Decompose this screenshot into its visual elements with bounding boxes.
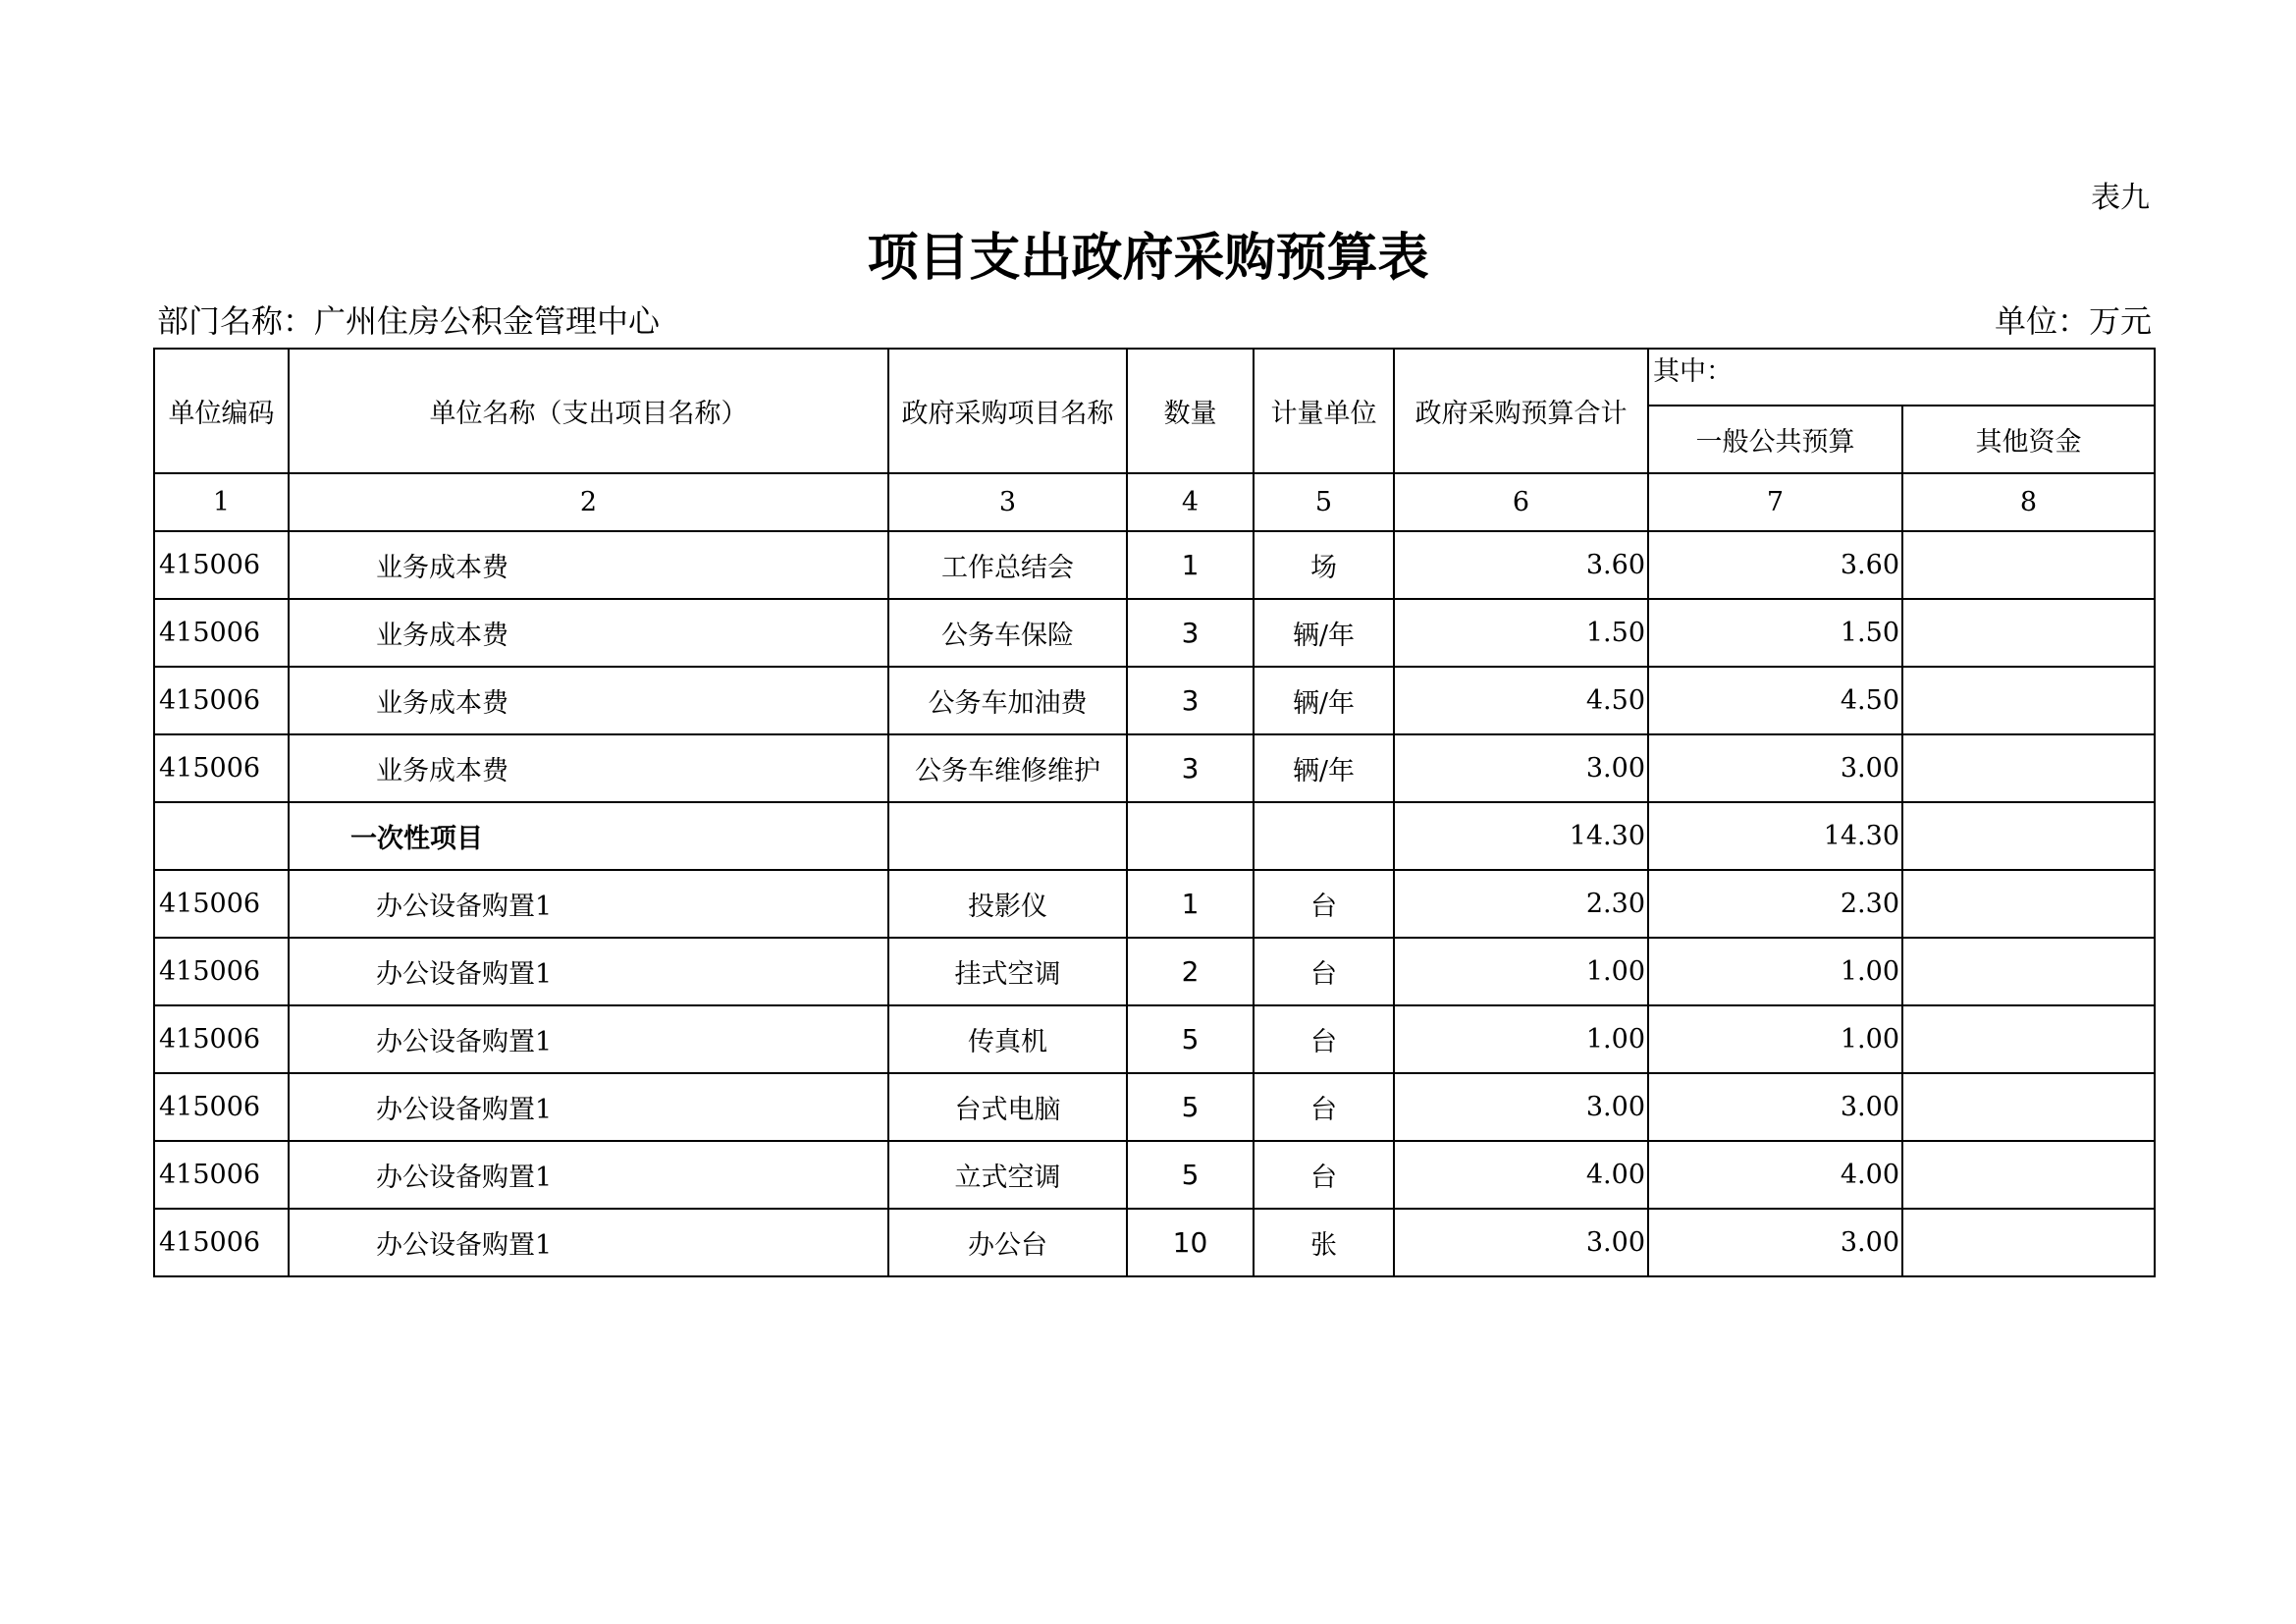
cell-quantity: 5 [1127, 1005, 1254, 1073]
cell-general-budget: 14.30 [1648, 802, 1902, 870]
column-number-cell: 5 [1254, 473, 1394, 531]
table-row [154, 1073, 2155, 1141]
cell-general-budget: 3.00 [1648, 1209, 1902, 1276]
cell-quantity [1127, 802, 1254, 870]
cell-unit-name: 办公设备购置1 [289, 1141, 888, 1209]
cell-budget-total: 3.00 [1394, 734, 1648, 802]
cell-quantity: 1 [1127, 870, 1254, 938]
header-other-funds: 其他资金 [1902, 406, 2155, 473]
column-number-cell: 3 [888, 473, 1127, 531]
cell-other-funds [1902, 667, 2155, 734]
cell-purchase-item: 公务车加油费 [888, 667, 1127, 734]
cell-unit-code: 415006 [154, 870, 289, 938]
department-label: 部门名称：广州住房公积金管理中心 [157, 302, 661, 340]
cell-unit-name: 办公设备购置1 [289, 1209, 888, 1276]
table-number: 表九 [2091, 181, 2150, 215]
column-number-row [154, 473, 2155, 531]
cell-other-funds [1902, 734, 2155, 802]
cell-unit-code: 415006 [154, 1141, 289, 1209]
cell-unit-name: 办公设备购置1 [289, 870, 888, 938]
cell-quantity: 3 [1127, 599, 1254, 667]
header-measure: 计量单位 [1254, 349, 1394, 473]
cell-unit-code [154, 802, 289, 870]
cell-other-funds [1902, 870, 2155, 938]
cell-purchase-item: 公务车维修维护 [888, 734, 1127, 802]
cell-measure-unit: 台 [1254, 1073, 1394, 1141]
cell-general-budget: 1.00 [1648, 1005, 1902, 1073]
column-number-cell: 2 [289, 473, 888, 531]
cell-budget-total: 3.00 [1394, 1073, 1648, 1141]
cell-purchase-item: 立式空调 [888, 1141, 1127, 1209]
cell-unit-name: 业务成本费 [289, 531, 888, 599]
cell-budget-total: 4.00 [1394, 1141, 1648, 1209]
header-general-budget: 一般公共预算 [1648, 406, 1902, 473]
cell-other-funds [1902, 1141, 2155, 1209]
cell-general-budget: 1.50 [1648, 599, 1902, 667]
header-name: 单位名称（支出项目名称） [289, 349, 888, 473]
cell-unit-name: 办公设备购置1 [289, 1073, 888, 1141]
cell-budget-total: 3.60 [1394, 531, 1648, 599]
cell-general-budget: 3.00 [1648, 734, 1902, 802]
table-row [154, 1005, 2155, 1073]
cell-unit-name: 办公设备购置1 [289, 938, 888, 1005]
cell-purchase-item: 公务车保险 [888, 599, 1127, 667]
column-number-cell: 8 [1902, 473, 2155, 531]
cell-unit-code: 415006 [154, 667, 289, 734]
header-total: 政府采购预算合计 [1394, 349, 1648, 473]
cell-measure-unit: 辆/年 [1254, 667, 1394, 734]
cell-unit-name: 一次性项目 [289, 802, 888, 870]
cell-unit-name: 业务成本费 [289, 734, 888, 802]
cell-measure-unit: 台 [1254, 1005, 1394, 1073]
cell-unit-code: 415006 [154, 1073, 289, 1141]
unit-label: 单位：万元 [1994, 302, 2152, 340]
cell-measure-unit: 台 [1254, 870, 1394, 938]
cell-general-budget: 4.50 [1648, 667, 1902, 734]
table-row [154, 1141, 2155, 1209]
cell-budget-total: 3.00 [1394, 1209, 1648, 1276]
cell-general-budget: 3.60 [1648, 531, 1902, 599]
table-row [154, 1209, 2155, 1276]
cell-purchase-item: 工作总结会 [888, 531, 1127, 599]
cell-unit-code: 415006 [154, 599, 289, 667]
column-number-cell: 7 [1648, 473, 1902, 531]
cell-purchase-item: 台式电脑 [888, 1073, 1127, 1141]
cell-general-budget: 1.00 [1648, 938, 1902, 1005]
cell-measure-unit: 辆/年 [1254, 734, 1394, 802]
cell-budget-total: 14.30 [1394, 802, 1648, 870]
cell-purchase-item: 办公台 [888, 1209, 1127, 1276]
column-number-cell: 6 [1394, 473, 1648, 531]
cell-other-funds [1902, 1209, 2155, 1276]
cell-measure-unit: 场 [1254, 531, 1394, 599]
cell-budget-total: 4.50 [1394, 667, 1648, 734]
table-row [154, 667, 2155, 734]
cell-purchase-item: 挂式空调 [888, 938, 1127, 1005]
cell-unit-code: 415006 [154, 531, 289, 599]
cell-unit-code: 415006 [154, 1209, 289, 1276]
column-number-cell: 4 [1127, 473, 1254, 531]
cell-quantity: 5 [1127, 1141, 1254, 1209]
cell-general-budget: 2.30 [1648, 870, 1902, 938]
cell-quantity: 10 [1127, 1209, 1254, 1276]
cell-other-funds [1902, 1073, 2155, 1141]
cell-unit-name: 办公设备购置1 [289, 1005, 888, 1073]
cell-unit-code: 415006 [154, 938, 289, 1005]
table-row [154, 802, 2155, 870]
cell-other-funds [1902, 1005, 2155, 1073]
cell-unit-code: 415006 [154, 734, 289, 802]
cell-purchase-item: 投影仪 [888, 870, 1127, 938]
cell-quantity: 2 [1127, 938, 1254, 1005]
column-number-cell: 1 [154, 473, 289, 531]
cell-measure-unit: 台 [1254, 938, 1394, 1005]
cell-budget-total: 1.00 [1394, 1005, 1648, 1073]
cell-measure-unit: 张 [1254, 1209, 1394, 1276]
cell-quantity: 3 [1127, 667, 1254, 734]
table-row [154, 870, 2155, 938]
page-title: 项目支出政府采购预算表 [867, 229, 1429, 288]
table-row [154, 531, 2155, 599]
cell-quantity: 5 [1127, 1073, 1254, 1141]
header-qty: 数量 [1127, 349, 1254, 473]
header-code: 单位编码 [154, 349, 289, 473]
cell-other-funds [1902, 531, 2155, 599]
cell-general-budget: 3.00 [1648, 1073, 1902, 1141]
table-row [154, 599, 2155, 667]
cell-budget-total: 1.50 [1394, 599, 1648, 667]
header-item: 政府采购项目名称 [888, 349, 1127, 473]
table-row [154, 734, 2155, 802]
cell-measure-unit [1254, 802, 1394, 870]
cell-unit-name: 业务成本费 [289, 599, 888, 667]
cell-other-funds [1902, 599, 2155, 667]
cell-measure-unit: 台 [1254, 1141, 1394, 1209]
cell-measure-unit: 辆/年 [1254, 599, 1394, 667]
cell-purchase-item: 传真机 [888, 1005, 1127, 1073]
cell-other-funds [1902, 938, 2155, 1005]
cell-other-funds [1902, 802, 2155, 870]
cell-budget-total: 1.00 [1394, 938, 1648, 1005]
header-of-which: 其中： [1648, 349, 2155, 406]
cell-budget-total: 2.30 [1394, 870, 1648, 938]
cell-purchase-item [888, 802, 1127, 870]
table-row [154, 938, 2155, 1005]
budget-table [153, 348, 2156, 1277]
cell-quantity: 1 [1127, 531, 1254, 599]
cell-unit-code: 415006 [154, 1005, 289, 1073]
cell-quantity: 3 [1127, 734, 1254, 802]
cell-general-budget: 4.00 [1648, 1141, 1902, 1209]
cell-unit-name: 业务成本费 [289, 667, 888, 734]
